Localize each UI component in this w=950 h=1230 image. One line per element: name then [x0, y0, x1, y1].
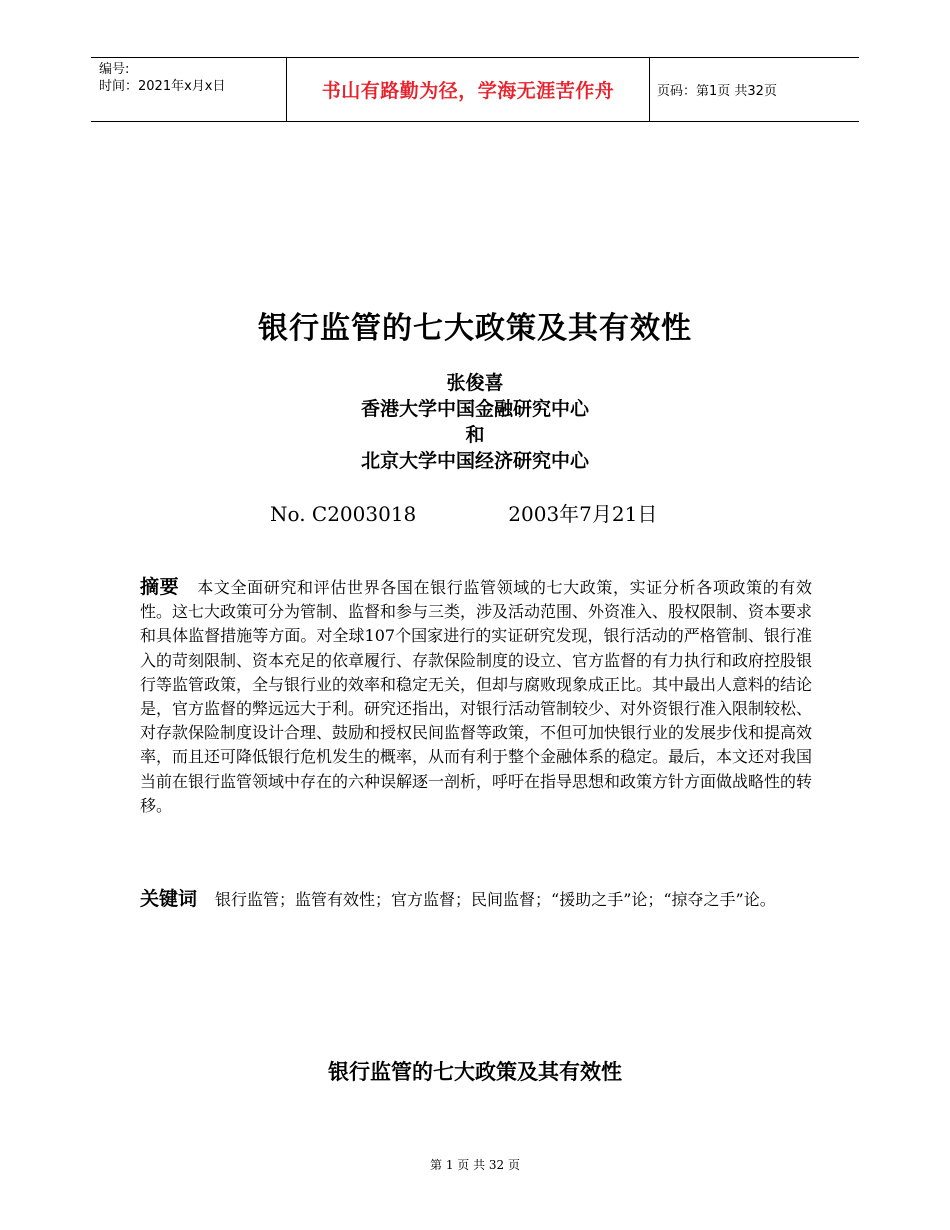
- header-number-label: 编号:: [99, 62, 130, 77]
- keywords-text: 银行监管；监管有效性；官方监督；民间监督；“援助之手”论；“掠夺之手”论。: [215, 890, 776, 909]
- header-motto: 书山有路勤为径，学海无涯苦作舟: [286, 58, 650, 121]
- section-title: 银行监管的七大政策及其有效性: [328, 1060, 622, 1084]
- document-number: No. C2003018: [270, 502, 417, 526]
- affiliation-1: 香港大学中国金融研究中心: [360, 398, 589, 420]
- header-time-label: 时间：2021年x月x日: [99, 79, 226, 94]
- author-name: 张俊喜: [446, 372, 504, 394]
- header-meta-cell: [91, 58, 287, 121]
- page-footer: 第 1 页 共 32 页: [430, 1158, 520, 1172]
- affiliation-2: 北京大学中国经济研究中心: [360, 450, 589, 472]
- header-page-code: 页码：第1页 共32页: [657, 84, 777, 99]
- document-title: 银行监管的七大政策及其有效性: [258, 311, 692, 346]
- abstract-label: 摘要: [140, 576, 180, 598]
- keywords-paragraph: [140, 887, 812, 912]
- affiliation-conjunction: 和: [465, 424, 485, 446]
- abstract-text: 本文全面研究和评估世界各国在银行监管领域的七大政策，实证分析各项政策的有效性。这七大政策可分为管制、监督和参与三类，涉及活动范围、外资准入、股权限制、资本要求和具体监督措施等方面。对全球107个国家进行的实证研究发现，银行活动的严格管制、银行准入的苛刻限制、资本充足的依章履行、存款保险制度的设立、官方监督的有力执行和政府控股银行等监管政策，全与银行业的效率和稳定无关，但却与腐败现象成正比。其中最出人意料的结论是，官方监督的弊远远大于利。研究还指出，对银行活动管制较少、对外资银行准入限制较松、对存款保险制度设计合理、鼓励和授权民间监督等政策，不但可加快银行业的发展步伐和提高效率，而且还可降低银行危机发生的概率，从而有利于整个金融体系的稳定。最后，本文还对我国当前在银行监管领域中存在的六种误解逐一剖析，呼吁在指导思想和政策方针方面做战略性的转移。: [140, 578, 813, 815]
- author-block: [91, 370, 859, 474]
- document-header: [91, 57, 859, 122]
- keywords-label: 关键词: [140, 888, 198, 910]
- document-number-line: [270, 498, 657, 527]
- document-date: 2003年7月21日: [508, 502, 658, 526]
- abstract-paragraph: [140, 575, 812, 818]
